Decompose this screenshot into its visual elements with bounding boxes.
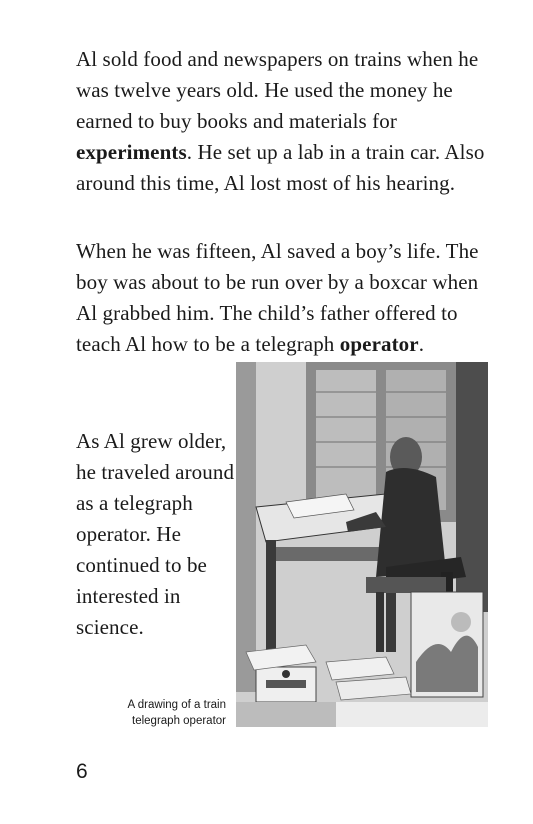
vocab-word-operator: operator [339, 332, 419, 356]
page-number: 6 [76, 760, 88, 783]
paragraph-1-text: Al sold food and newspapers on trains when he was twelve years old. He used the money he earned to buy books and materials for [76, 47, 479, 133]
vocab-word-experiments: experiments [76, 140, 187, 164]
caption-line-2: telegraph operator [132, 715, 226, 727]
paragraph-1 [76, 44, 496, 199]
paragraph-2-text-end: . [418, 332, 425, 356]
paragraph-1-text-end: . He set up a lab in a train car. Also around this time, Al lost most of his hearing. [76, 140, 485, 195]
paragraph-2 [76, 236, 496, 360]
telegraph-operator-illustration [236, 362, 488, 727]
illustration-drawing [236, 362, 488, 727]
figure-caption [100, 697, 226, 729]
paragraph-3 [76, 426, 236, 643]
paragraph-2-text: When he was fifteen, Al saved a boy’s life. The boy was about to be run over by a boxcar when Al grabbed him. The child’s father offered to teach Al how to be a telegraph [76, 239, 479, 356]
caption-line-1: A drawing of a train [127, 699, 226, 711]
paragraph-3-text: As Al grew older, he traveled around as a telegraph operator. He continued to be interested in science. [76, 429, 235, 639]
